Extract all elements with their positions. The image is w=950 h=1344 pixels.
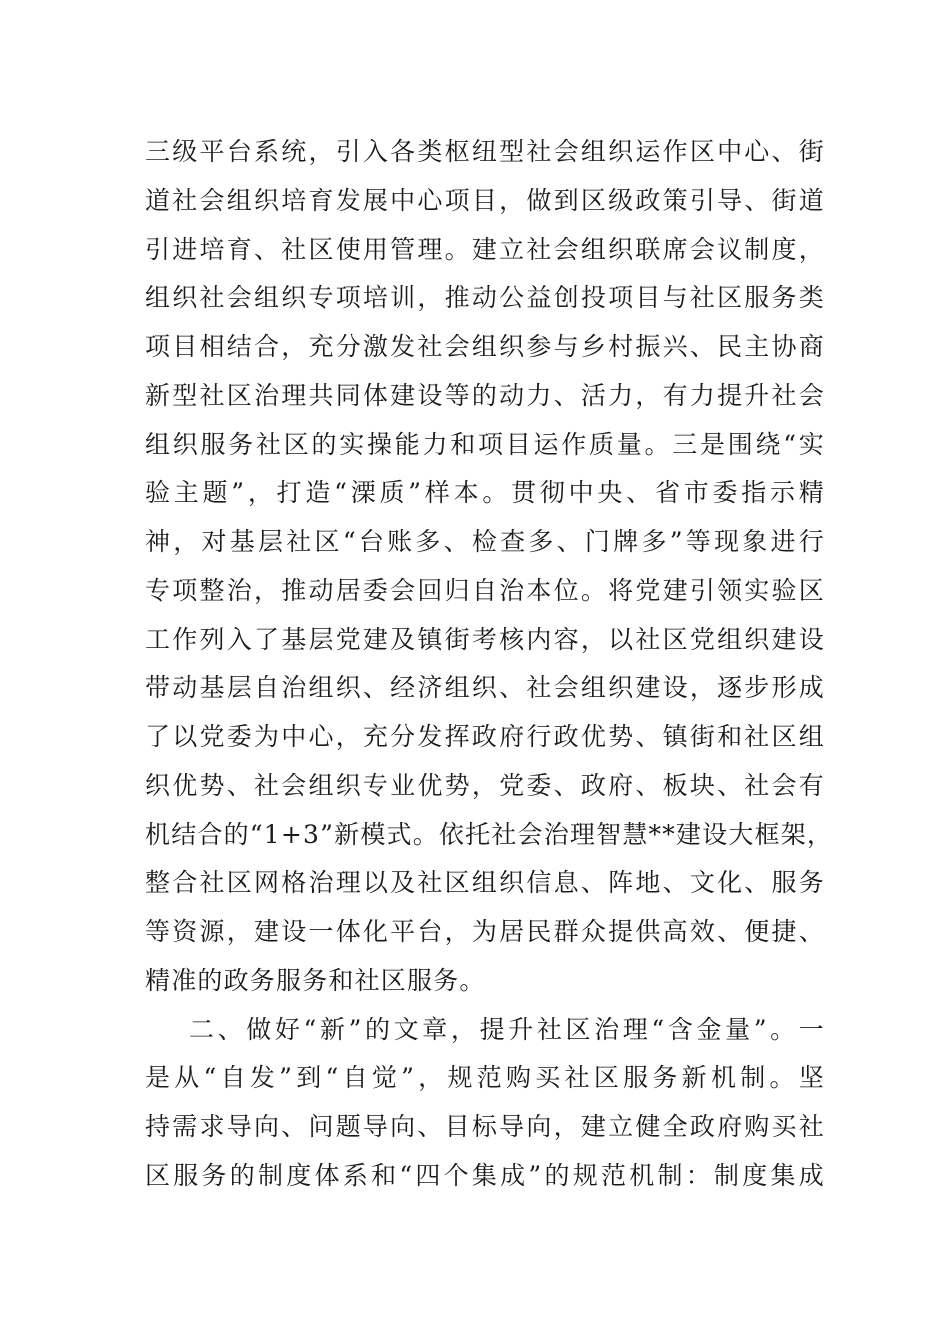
text-line: 验主题”，打造“溧质”样本。贯彻中央、省市委指示精 [145, 478, 825, 508]
text-line: 精准的政务服务和社区服务。 [145, 965, 486, 995]
text-line: 工作列入了基层党建及镇街考核内容，以社区党组织建设 [145, 624, 825, 654]
text-line: 持需求导向、问题导向、目标导向，建立健全政府购买社 [145, 1112, 825, 1141]
text-line: 带动基层自治组织、经济组织、社会组织建设，逐步形成 [145, 673, 825, 703]
text-line: 神，对基层社区“台账多、检查多、门牌多”等现象进行 [145, 527, 825, 556]
text-line: 了以党委为中心，充分发挥政府行政优势、镇街和社区组 [145, 722, 825, 751]
text-line: 组织服务社区的实操能力和项目运作质量。三是围绕“实 [145, 429, 825, 459]
text-line: 机结合的“1+3”新模式。依托社会治理智慧**建设大框架， [145, 819, 834, 849]
text-line: 新型社区治理共同体建设等的动力、活力，有力提升社会 [145, 380, 825, 410]
text-line: 三级平台系统，引入各类枢纽型社会组织运作区中心、街 [145, 137, 825, 166]
text-line: 二、做好“新”的文章，提升社区治理“含金量”。一 [189, 1014, 825, 1044]
text-line: 整合社区网格治理以及社区组织信息、阵地、文化、服务 [145, 868, 825, 898]
text-line: 区服务的制度体系和“四个集成”的规范机制：制度集成 [145, 1160, 825, 1190]
text-line: 道社会组织培育发展中心项目，做到区级政策引导、街道 [145, 185, 825, 215]
body-text [145, 128, 834, 1201]
text-line: 织优势、社会组织专业优势，党委、政府、板块、社会有 [145, 770, 825, 800]
text-line: 等资源，建设一体化平台，为居民群众提供高效、便捷、 [145, 917, 825, 946]
text-line: 组织社会组织专项培训，推动公益创投项目与社区服务类 [145, 283, 825, 313]
text-line: 是从“自发”到“自觉”，规范购买社区服务新机制。坚 [145, 1063, 825, 1093]
text-line: 专项整治，推动居委会回归自治本位。将党建引领实验区 [145, 575, 825, 605]
text-line: 引进培育、社区使用管理。建立社会组织联席会议制度， [145, 234, 825, 264]
text-line: 项目相结合，充分激发社会组织参与乡村振兴、民主协商 [145, 332, 825, 361]
